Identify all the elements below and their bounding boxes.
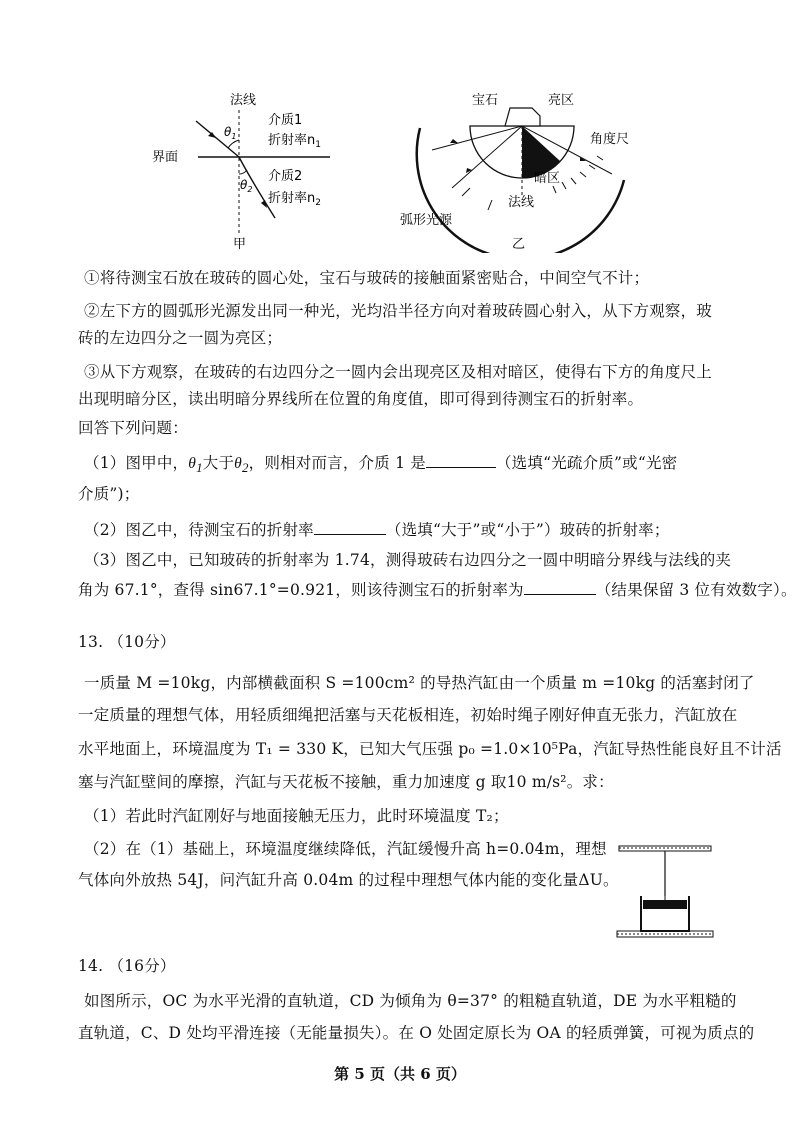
q13-line4: 塞与汽缸壁间的摩擦，汽缸与天花板不接触，重力加速度 g 取10 m/s²。求： [78,773,614,791]
q14-line2: 直轨道，C、D 处均平滑连接（无能量损失）。在 O 处固定原长为 OA 的轻质弹簧，可视为质点的 [78,1024,755,1042]
medium1-label: 介质1 [268,113,303,128]
q13-question2b: 气体向外放热 54J，问汽缸升高 0.04m 的过程中理想气体内能的变化量ΔU。 [78,871,619,889]
ray-1-arrow [450,139,458,143]
interface-label: 界面 [152,150,179,165]
figure-gem-apparatus [400,88,650,253]
q12-p1-opts: （选填“光疏介质”或“光密 [495,454,678,472]
step-1: ①将待测宝石放在玻砖的圆心处，宝石与玻砖的接触面紧密贴合，中间空气不计； [84,269,650,287]
index2-label: 折射率$n_2$ [268,191,321,208]
figure-refraction-diagram [150,88,360,253]
page-footer: 第 5 页（共 6 页） [334,1065,466,1083]
q12-part3a: （3）图乙中，已知玻砖的折射率为 1.74，测得玻砖右边四分之一圆中明暗分界线与法线的夹 [84,551,732,569]
piston [643,900,687,909]
q13-line2: 一定质量的理想气体，用轻质细绳把活塞与天花板相连，初始时绳子刚好伸直无张力，汽缸放在 [78,706,738,724]
theta1-label: $\theta_1$ [224,125,237,141]
q12-part2 [0,518,800,540]
dark-zone-label: 暗区 [534,171,561,186]
source-arrow-1 [462,188,470,196]
bright-zone-label: 亮区 [548,93,575,108]
step-3a: ③从下方观察，在玻砖的右边四分之一圆内会出现亮区及相对暗区，使得右下方的角度尺上 [84,363,713,381]
gem-label: 宝石 [472,93,499,108]
gem-shape [505,108,540,126]
q14-heading: 14. （16分） [78,957,176,975]
q12-part1 [0,451,800,478]
q13-question1: （1）若此时汽缸刚好与地面接触无压力，此时环境温度 T₂； [84,807,509,825]
q13-line1: 一质量 M =10kg，内部横截面积 S =100cm² 的导热汽缸由一个质量 m =10kg 的活塞封闭了 [84,674,755,692]
answer-blank-2[interactable] [314,518,386,535]
q12-p3b-post: （结果保留 3 位有效数字）。 [595,581,797,599]
q12-p2-pre: （2）图乙中，待测宝石的折射率 [84,521,314,539]
theta1-arc [228,140,239,148]
cylinder-figure [615,838,715,950]
q12-p1-pre: （1）图甲中， [84,454,189,472]
normal-label: 法线 [508,195,535,210]
answer-blank-3[interactable] [524,578,596,595]
theta2-symbol: $\theta_2$ [234,455,249,476]
q12-p1-post: ，则相对而言，介质 1 是 [248,454,426,472]
step-3b: 出现明暗分区，读出明暗分界线所在位置的角度值，即可得到待测宝石的折射率。 [78,390,644,408]
normal-label: 法线 [230,93,257,108]
q13-heading: 13. （10分） [78,633,176,651]
q12-part1-b: 介质”)； [78,485,140,503]
protractor-label: 角度尺 [590,132,630,147]
medium2-label: 介质2 [268,169,303,184]
answer-prompt: 回答下列问题： [78,419,188,437]
index1-label: 折射率$n_1$ [268,133,321,150]
step-2a: ②左下方的圆弧形光源发出同一种光，光均沿半径方向对着玻砖圆心射入，从下方观察，玻 [84,302,713,320]
step-2b: 砖的左边四分之一圆为亮区； [78,329,283,347]
q12-part3b [0,578,800,600]
q12-p3b-pre: 角为 67.1°，查得 sin67.1°=0.921，则该待测宝石的折射率为 [78,581,524,599]
q12-p1-mid: 大于 [202,454,235,472]
theta2-label: $\theta_2$ [240,178,253,194]
theta1-symbol: $\theta_1$ [188,455,203,476]
q12-p2-post: （选填“大于”或“小于”）玻砖的折射率； [385,521,670,539]
arc-source-label: 弧形光源 [400,213,453,228]
q14-line1: 如图所示，OC 为水平光滑的直轨道，CD 为倾角为 θ=37° 的粗糙直轨道，DE 为水平粗糙的 [84,992,737,1010]
source-arrow-2 [488,200,492,210]
answer-blank-1[interactable] [426,451,496,468]
q13-line3: 水平地面上，环境温度为 T₁ = 330 K，已知大气压强 p₀ =1.0×10⁵Pa，汽缸导热性能良好且不计活 [78,740,782,758]
figure-yi-caption: 乙 [512,237,526,252]
figure-jia-caption: 甲 [233,237,247,252]
q13-question2a: （2）在（1）基础上，环境温度继续降低，汽缸缓慢升高 h=0.04m，理想 [84,840,607,858]
